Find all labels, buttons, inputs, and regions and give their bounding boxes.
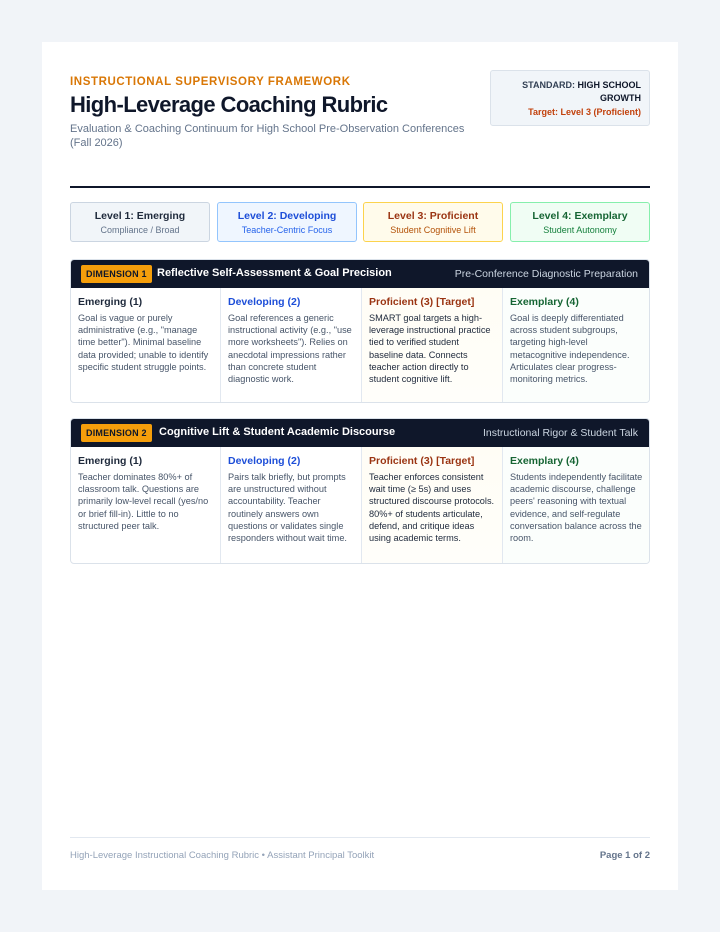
cell-text: Goal is vague or purely administrative (e.g., "manage time better"). Minimal baseline data provided; unable to identify specific student struggle points. [78, 313, 209, 372]
cell-heading: Developing (2) [228, 455, 301, 467]
dimension-cells [71, 288, 650, 402]
level-name: Level 3: Proficient [387, 210, 479, 222]
cell-text: Students independently facilitate academic discourse, challenge peers' reasoning with textual evidence, and self-regulate conversation balance across the room. [510, 472, 643, 544]
level-legend [70, 202, 650, 242]
dimension-1-section [70, 259, 650, 403]
dimension-2-section [70, 418, 650, 564]
cell-proficient [361, 447, 502, 563]
cell-exemplary [502, 447, 650, 563]
level-desc: Student Cognitive Lift [390, 225, 476, 235]
cell-text: Goal is deeply differentiated across student subgroups, targeting high-level metacognitive independence. Articulates clear progress-monitoring metrics. [510, 313, 630, 385]
cell-developing [220, 288, 361, 402]
dimension-header [71, 260, 649, 288]
standard-box [490, 70, 650, 126]
document-page [42, 42, 678, 890]
cell-heading: Exemplary (4) [510, 455, 579, 467]
page-subtitle: Evaluation & Coaching Continuum for High School Pre-Observation Conferences (Fall 2026) [70, 123, 465, 149]
page-header [70, 70, 650, 188]
cell-heading: Emerging (1) [78, 455, 143, 467]
page-title: High-Leverage Coaching Rubric [70, 92, 388, 117]
cell-heading: Exemplary (4) [510, 296, 579, 308]
cell-heading: Developing (2) [228, 296, 301, 308]
cell-heading: Proficient (3) [Target] [369, 455, 475, 467]
dimension-subtitle: Pre-Conference Diagnostic Preparation [454, 268, 638, 280]
page-content [70, 70, 650, 861]
framework-kicker: INSTRUCTIONAL SUPERVISORY FRAMEWORK [70, 76, 351, 88]
dimension-header [71, 419, 649, 447]
level-name: Level 4: Exemplary [532, 210, 628, 222]
dimension-title: Cognitive Lift & Student Academic Discourse [159, 426, 396, 438]
standard-line [499, 79, 641, 105]
dimension-subtitle: Instructional Rigor & Student Talk [482, 427, 638, 439]
level-desc: Compliance / Broad [100, 225, 180, 235]
level-name: Level 2: Developing [237, 210, 337, 222]
dimension-badge: DIMENSION 1 [81, 265, 152, 283]
standard-value: HIGH SCHOOL GROWTH [577, 80, 641, 103]
footer-text: High-Leverage Instructional Coaching Rubric • Assistant Principal Toolkit [70, 850, 375, 861]
cell-text: Teacher enforces consistent wait time (≥ 5s) and uses structured discourse protocols. 80%+ of students articulate, defend, and critique ideas using academic terms. [369, 472, 495, 544]
level-card-3 [363, 202, 503, 242]
level-card-4 [510, 202, 650, 242]
cell-emerging [71, 288, 220, 402]
cell-text: Teacher dominates 80%+ of classroom talk. Questions are primarily low-level recall (yes/no or brief fill-in). Little to no structured peer talk. [78, 472, 209, 531]
cell-text: Goal references a generic instructional activity (e.g., "use more worksheets"). Relies on anecdotal impressions rather than concrete student diagnostic work. [228, 313, 352, 385]
dimension-title: Reflective Self-Assessment & Goal Precision [157, 267, 392, 279]
level-card-1 [70, 202, 210, 242]
cell-heading: Emerging (1) [78, 296, 143, 308]
cell-developing [220, 447, 361, 563]
cell-heading: Proficient (3) [Target] [369, 296, 475, 308]
cell-emerging [71, 447, 220, 563]
page-number: Page 1 of 2 [599, 850, 650, 861]
dimension-cells [71, 447, 650, 563]
level-name: Level 1: Emerging [94, 210, 186, 222]
cell-text: SMART goal targets a high-leverage instructional practice tied to verified student baseline data. Connects teacher action directly to student cognitive lift. [369, 313, 491, 385]
standard-target: Target: Level 3 (Proficient) [528, 107, 641, 117]
page-footer [70, 837, 650, 867]
cell-text: Pairs talk briefly, but prompts are unstructured without accountability. Teacher routinely answers own questions or validates single responders without wait time. [228, 472, 347, 544]
standard-label: STANDARD: [522, 80, 575, 90]
level-desc: Teacher-Centric Focus [241, 225, 333, 235]
cell-exemplary [502, 288, 650, 402]
level-card-2 [217, 202, 357, 242]
level-desc: Student Autonomy [543, 225, 617, 235]
cell-proficient [361, 288, 502, 402]
dimension-badge: DIMENSION 2 [81, 424, 152, 442]
